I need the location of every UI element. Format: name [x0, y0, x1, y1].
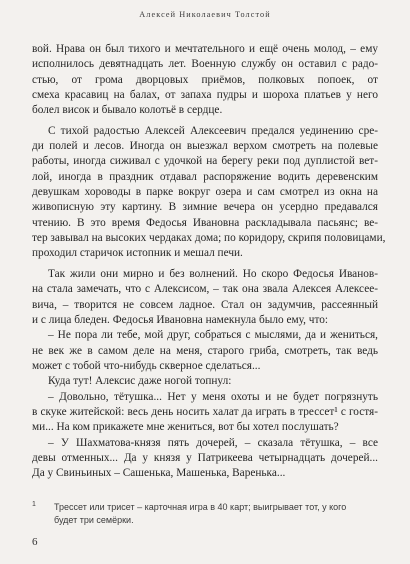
body-line: проходил старичок истопник и мешал печи.	[32, 247, 243, 260]
body-line: может с тобой что-нибудь скверное сделаться...	[32, 359, 261, 372]
footnote	[32, 501, 378, 527]
body-line: и с лица бледен. Федосья Ивановна намекнула было ему, что:	[32, 313, 329, 326]
body-line: живописную эту картину. В зимние вечера он усердно предавался	[32, 201, 378, 214]
footnote-line: будет три семёрки.	[54, 515, 134, 525]
body-line: в скуке житейской: весь день носить халат да играть в трессет¹ с гостя-	[32, 405, 378, 418]
footnote-mark: 1	[32, 501, 36, 508]
body-line: лой, иногда в праздник отдавал распоряжение водить деревенским	[32, 170, 378, 183]
body-line: С тихой радостью Алексей Алексеевич предался уединению сре-	[48, 124, 378, 137]
body-line: стью, от грома дворцовых приёмов, полковых попоек, от	[32, 73, 378, 86]
body-line: работы, иногда сиживал с удочкой на берегу реки под дуплистой вет-	[32, 155, 378, 168]
body-line: вича, – творится не совсем ладное. Стал он задумчив, рассеянный	[32, 298, 378, 311]
footnote-line: Трессет или трисет – карточная игра в 40 карт; выигрывает тот, у кого	[54, 502, 347, 512]
body-line: на стала замечать, что с Алексисом, – так она звала Алексея Алексее-	[32, 283, 378, 296]
running-head: Алексей Николаевич Толстой	[139, 10, 271, 19]
body-line: Куда тут! Алексис даже ногой топнул:	[48, 375, 232, 388]
body-line: – Довольно, тётушка... Нет у меня охоты и не будет погрязнуть	[48, 390, 378, 403]
body-line: – Не пора ли тебе, мой друг, собраться с мыслями, да и жениться,	[48, 329, 378, 342]
body-line: вой. Нрава он был тихого и мечтательного и ещё очень молод, – ему	[32, 43, 378, 55]
body-line: девы отменных... Да у князя у Патрикеева четырнадцать дочерей...	[32, 451, 378, 464]
body-line: болел висок и бывало колотьё в сердце.	[32, 104, 223, 117]
body-line: девушкам хороводы в парке вокруг озера и сам смотрел из окна на	[32, 186, 378, 199]
footnote-body	[32, 501, 378, 527]
body-text	[32, 42, 386, 482]
body-line: Да у Свиньиных – Сашенька, Машенька, Варенька...	[32, 467, 286, 480]
page-number: 6	[32, 536, 38, 548]
body-line: исполнилось девятнадцать лет. Военную службу он оставил с радо-	[32, 58, 378, 71]
body-line: – У Шахматова-князя пять дочерей, – сказала тётушка, – все	[48, 436, 378, 449]
body-line: Так жили они мирно и без волнений. Но скоро Федосья Иванов-	[48, 267, 378, 280]
body-line: не век же в самом деле на меня, старого гриба, смотреть, так ведь	[32, 344, 378, 357]
body-line: смеха красавиц на балах, от запаха пудры и шороха платьев у него	[32, 89, 378, 102]
body-line: тер завывал на высоких чердаках дома; по коридору, скрипя половицами,	[32, 232, 386, 245]
body-line: ди полей и лесов. Иногда он выезжал верхом смотреть на полевые	[32, 140, 378, 153]
body-line: чтению. В это время Федосья Ивановна раскладывала пасьянс; ве-	[32, 216, 378, 229]
body-line: ми... На ком прикажете мне жениться, вот бы хотел послушать?	[32, 421, 339, 434]
